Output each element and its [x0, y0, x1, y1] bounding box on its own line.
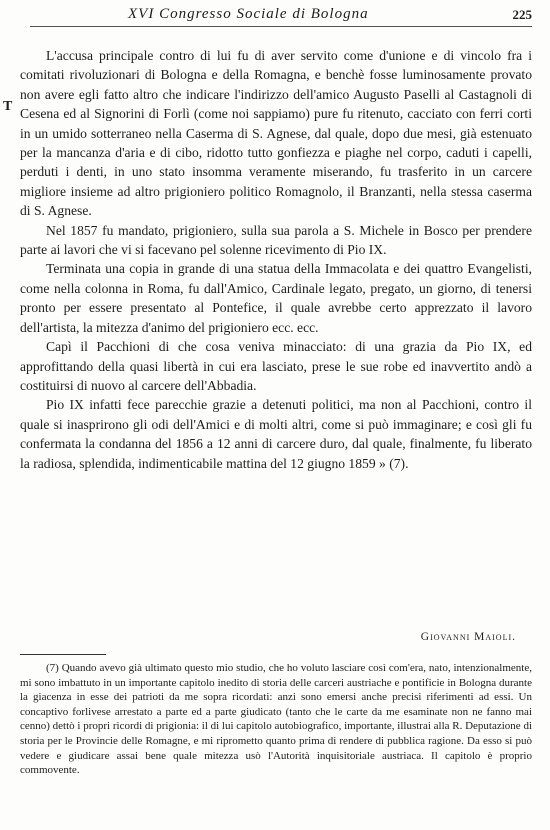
margin-mark: T	[3, 99, 13, 114]
author-signature: Giovanni Maioli.	[420, 631, 516, 643]
page-header	[30, 4, 532, 27]
paragraph: Pio IX infatti fece parecchie grazie a detenuti politici, ma non al Pacchioni, contro il quale si inasprirono gli odi dell'Amici e di molti altri, come si può immaginare; e così gli fu confermata la condanna del 1856 a 12 anni di carcere duro, dal quale, finalmente, fu liberato la radiosa, splendida, indimenticabile mattina del 12 giugno 1859 » (7).	[20, 397, 532, 471]
paragraph: Nel 1857 fu mandato, prigioniero, sulla sua parola a S. Michele in Bosco per prendere parte ai lavori che vi si facevano pel solenne ricevimento di Pio IX.	[20, 222, 532, 258]
footnote	[20, 661, 532, 778]
paragraph: L'accusa principale contro di lui fu di aver servito come d'unione e di vincolo fra i comitati rivoluzionari di Bologna e della Romagna, e benchè fosse luminosamente provato non avere egli fatto altro che indicare l'indirizzo dell'amico Augusto Paselli al Castagnoli di Cesena ed al Signorini di Forlì (come noi sappiamo) pure fu ritenuto, cacciato con ferri corti in un umido sotterraneo nella Caserma di S. Agnese, dal quale, dopo due mesi, già estenuato per la mancanza d'aria e di cibo, ridotto tutto gonfiezza e piaghe nel corpo, caduti i capelli, perduti i denti, in uno stato insomma veramente miserando, fu trasferito in un carcere migliore insieme ad altro prigioniero politico Romagnolo, il Branzanti, nella stessa caserma di S. Agnese.	[20, 48, 532, 219]
body-text	[20, 46, 532, 473]
paragraph: Capì il Pacchioni di che cosa veniva minacciato: di una grazia da Pio IX, ed approfittando della quasi libertà in cui era lasciato, prese le sue robe ed inavvertito andò a costituirsi di nuovo al carcere dell'Abbadia.	[20, 339, 532, 393]
running-head: XVI Congresso Sociale di Bologna	[128, 6, 369, 22]
paragraph: Terminata una copia in grande di una statua della Immacolata e dei quattro Evangelisti, come nella colonna in Roma, fu dall'Amico, Cardinale legato, pregato, un giorno, di tenersi pronto per essere presentato al Pontefice, il quale avrebbe certo apprezzato il lavoro dell'artista, la mitezza d'animo del prigioniero ecc. ecc.	[20, 261, 532, 335]
footnote-text: (7) Quando avevo già ultimato questo mio studio, che ho voluto lasciare così com'era, nato, intenzionalmente, mi sono imbattuto in un importante capitolo inedito di storia delle carceri austriache e pontificie in Bologna durante la giacenza in esse dei patrioti da me sopra ricordati: anzi sono emersi anche precisi riferimenti ad essi. Un concaptivo forlivese arrestato a parte ed a parte giudicato (tanto che le carte da me esaminate non ne fanno mai cenno) dettò i propri ricordi di prigionia: il di lui capitolo autobiografico, importante, illustrai alla R. Deputazione di storia per le Provincie delle Romagne, e mi riprometto quanto prima di rendere di pubblica ragione. Da esso si può vedere e giudicare assai bene quale mitezza usò l'Autorità inquisitoriale austriaca. Il capitolo è proprio commovente.	[20, 662, 532, 777]
footnote-rule	[20, 654, 106, 655]
page-number: 225	[512, 7, 532, 22]
